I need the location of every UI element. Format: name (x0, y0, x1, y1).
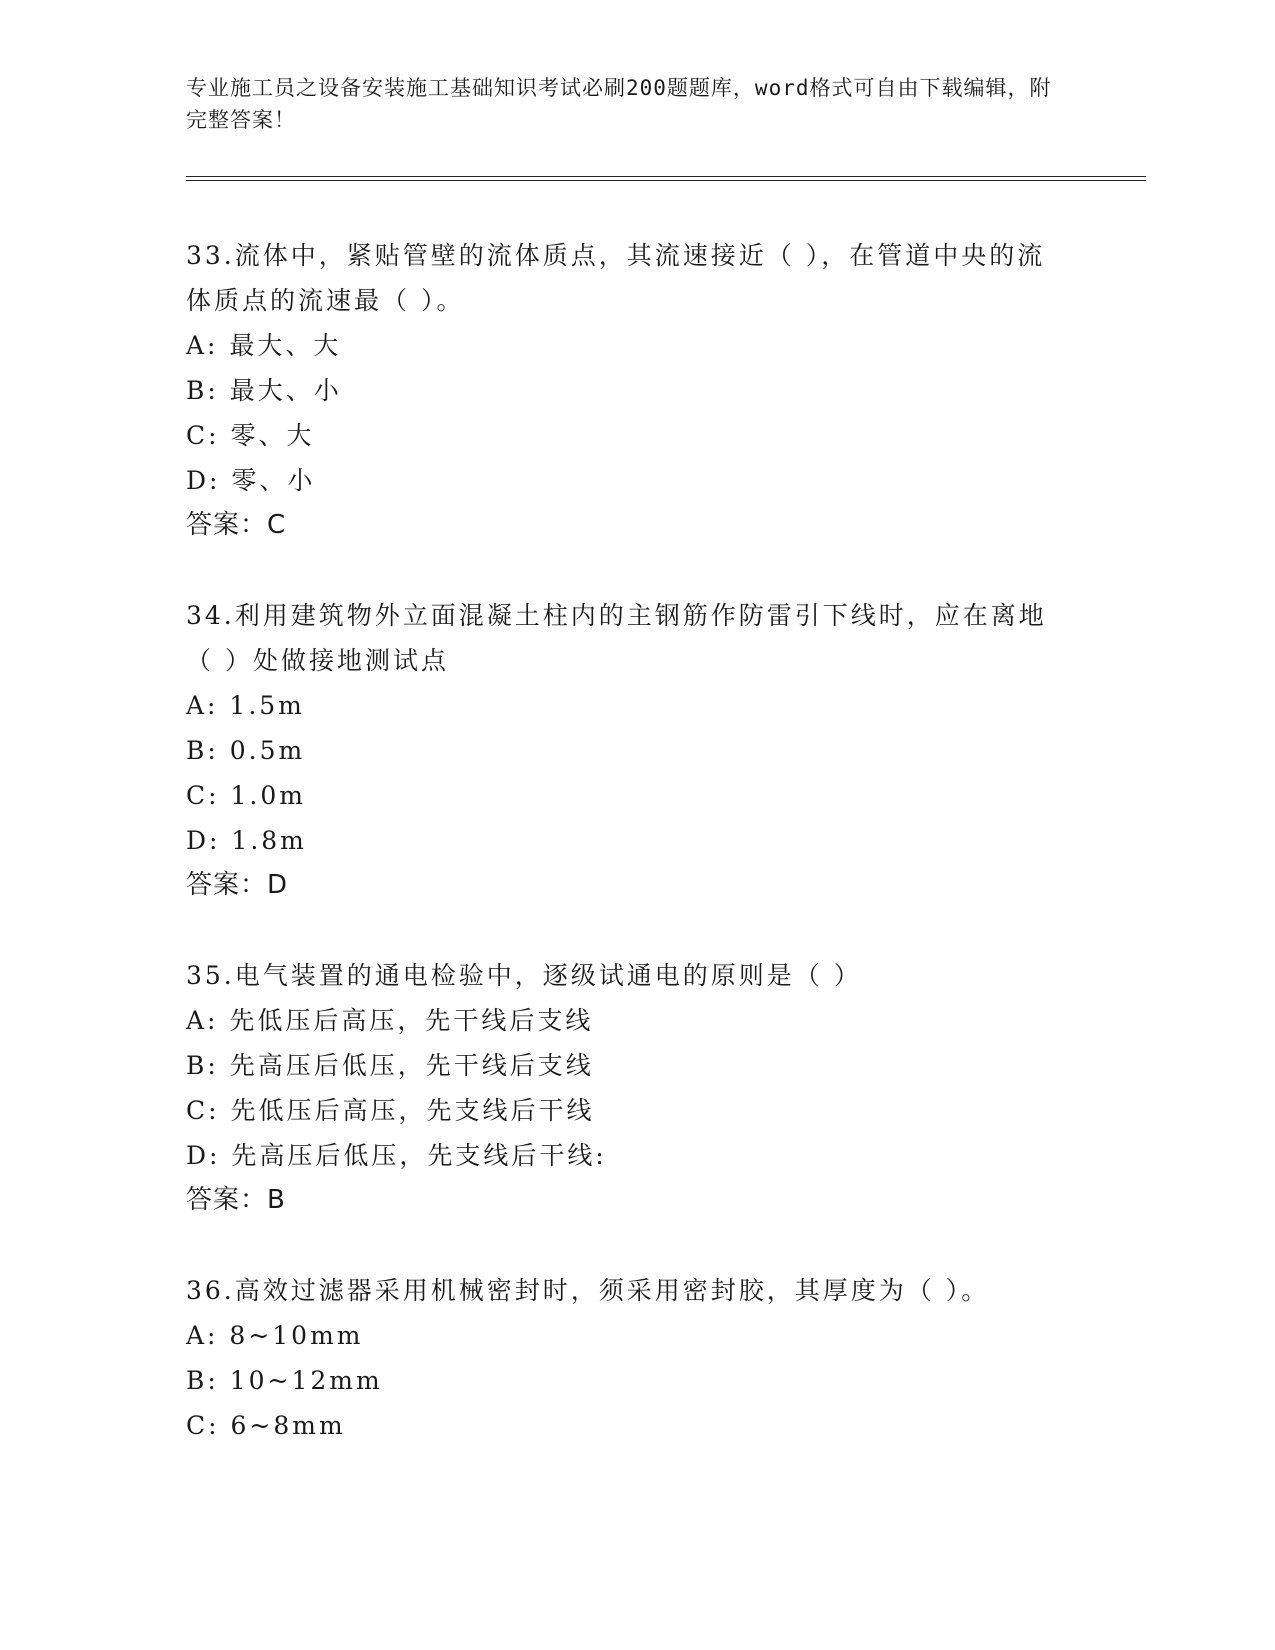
answer: 答案：C (186, 510, 287, 540)
option-b: B: 最大、小 (186, 376, 342, 405)
header-double-rule (186, 176, 1146, 181)
question-36 (186, 1268, 1146, 1448)
option-d: D: 零、小 (186, 466, 316, 495)
option-c: C: 零、大 (186, 421, 315, 450)
answer: 答案：B (186, 1185, 286, 1215)
answer: 答案：D (186, 870, 289, 900)
question-stem: 36.高效过滤器采用机械密封时，须采用密封胶，其厚度为（ ）。 (186, 1276, 990, 1305)
option-b: B: 10~12mm (186, 1366, 383, 1395)
option-b: B: 0.5m (186, 736, 306, 765)
option-c: C: 先低压后高压，先支线后干线 (186, 1096, 595, 1125)
option-a: A: 1.5m (186, 691, 305, 720)
option-d: D: 1.8m (186, 826, 307, 855)
option-a: A: 8~10mm (186, 1321, 364, 1350)
document-header: 专业施工员之设备安装施工基础知识考试必刷200题题库，word格式可自由下载编辑，附完整答案！ (186, 76, 1052, 132)
option-b: B: 先高压后低压，先干线后支线 (186, 1051, 594, 1080)
option-d: D: 先高压后低压，先支线后干线: (186, 1141, 607, 1170)
question-stem: 33.流体中，紧贴管壁的流体质点，其流速接近（ ），在管道中央的流体质点的流速最（ ）。 (186, 241, 1046, 315)
option-c: C: 6~8mm (186, 1411, 346, 1440)
option-c: C: 1.0m (186, 781, 306, 810)
question-34 (186, 593, 1146, 908)
question-stem: 34.利用建筑物外立面混凝土柱内的主钢筋作防雷引下线时，应在离地（ ）处做接地测试点 (186, 601, 1047, 675)
option-a: A: 先低压后高压，先干线后支线 (186, 1006, 594, 1035)
question-list (186, 233, 1146, 1448)
document-page (186, 72, 1146, 1493)
option-a: A: 最大、大 (186, 331, 342, 360)
question-35 (186, 953, 1146, 1223)
question-33 (186, 233, 1146, 548)
question-stem: 35.电气装置的通电检验中，逐级试通电的原则是（ ） (186, 961, 862, 990)
